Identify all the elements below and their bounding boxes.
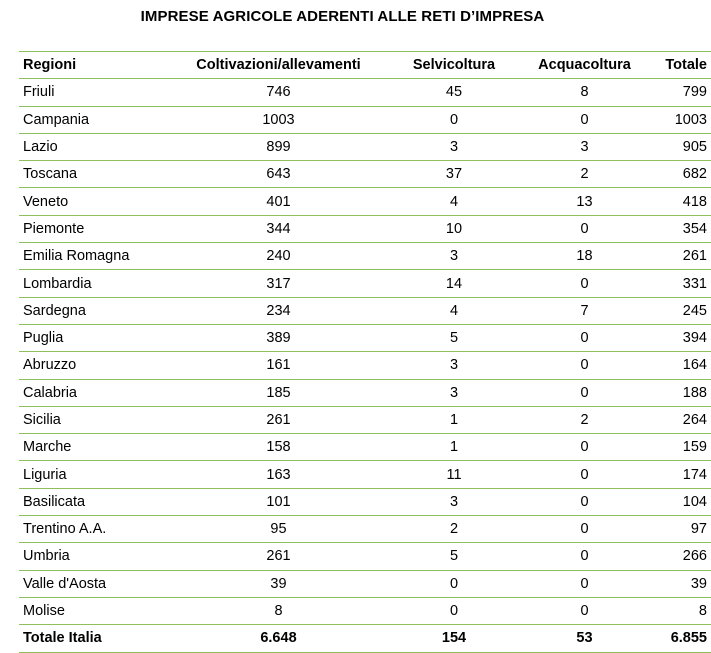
cell-acquacoltura: 0 [523,516,646,543]
cell-totale: 261 [646,243,711,270]
cell-acquacoltura: 2 [523,161,646,188]
table-row [19,297,711,324]
cell-selvicoltura: 3 [385,352,523,379]
cell-acquacoltura: 0 [523,570,646,597]
table-row [19,516,711,543]
cell-acquacoltura: 0 [523,352,646,379]
cell-region: Puglia [19,324,172,351]
table-row [19,570,711,597]
cell-coltivazioni: 1003 [172,106,385,133]
cell-acquacoltura: 13 [523,188,646,215]
cell-region: Sicilia [19,406,172,433]
cell-acquacoltura: 0 [523,324,646,351]
cell-coltivazioni: 8 [172,597,385,624]
cell-region: Piemonte [19,215,172,242]
cell-selvicoltura: 3 [385,379,523,406]
cell-selvicoltura: 45 [385,79,523,106]
cell-acquacoltura: 0 [523,434,646,461]
cell-region: Trentino A.A. [19,516,172,543]
cell-totale: 174 [646,461,711,488]
cell-region: Sardegna [19,297,172,324]
cell-coltivazioni: 899 [172,133,385,160]
cell-totale: 394 [646,324,711,351]
cell-region: Campania [19,106,172,133]
cell-selvicoltura: 1 [385,434,523,461]
cell-acquacoltura: 0 [523,106,646,133]
cell-region: Abruzzo [19,352,172,379]
cell-totale: 331 [646,270,711,297]
cell-acquacoltura: 7 [523,297,646,324]
cell-selvicoltura: 1 [385,406,523,433]
cell-selvicoltura: 11 [385,461,523,488]
cell-totale: 266 [646,543,711,570]
cell-totale: 264 [646,406,711,433]
total-cell-acquacoltura: 53 [523,625,646,652]
cell-acquacoltura: 0 [523,597,646,624]
table-row [19,406,711,433]
cell-region: Emilia Romagna [19,243,172,270]
total-cell-region: Totale Italia [19,625,172,652]
cell-totale: 39 [646,570,711,597]
cell-acquacoltura: 2 [523,406,646,433]
cell-region: Molise [19,597,172,624]
cell-totale: 682 [646,161,711,188]
cell-totale: 418 [646,188,711,215]
table-row [19,597,711,624]
cell-totale: 164 [646,352,711,379]
cell-coltivazioni: 746 [172,79,385,106]
cell-selvicoltura: 3 [385,133,523,160]
header-row [19,52,711,79]
cell-acquacoltura: 0 [523,543,646,570]
cell-selvicoltura: 3 [385,243,523,270]
cell-selvicoltura: 10 [385,215,523,242]
table-row [19,434,711,461]
cell-totale: 354 [646,215,711,242]
cell-region: Friuli [19,79,172,106]
cell-coltivazioni: 163 [172,461,385,488]
table-row [19,488,711,515]
cell-region: Lombardia [19,270,172,297]
cell-totale: 245 [646,297,711,324]
cell-coltivazioni: 95 [172,516,385,543]
cell-selvicoltura: 4 [385,188,523,215]
cell-coltivazioni: 643 [172,161,385,188]
cell-acquacoltura: 0 [523,215,646,242]
cell-region: Liguria [19,461,172,488]
cell-selvicoltura: 14 [385,270,523,297]
cell-coltivazioni: 39 [172,570,385,597]
cell-selvicoltura: 5 [385,324,523,351]
cell-totale: 104 [646,488,711,515]
cell-selvicoltura: 2 [385,516,523,543]
cell-coltivazioni: 185 [172,379,385,406]
cell-acquacoltura: 0 [523,270,646,297]
cell-selvicoltura: 0 [385,570,523,597]
data-table [19,51,711,653]
total-cell-selvicoltura: 154 [385,625,523,652]
cell-coltivazioni: 240 [172,243,385,270]
column-header-totale: Totale [646,52,711,79]
cell-region: Marche [19,434,172,461]
table-row [19,133,711,160]
table-row [19,379,711,406]
cell-selvicoltura: 4 [385,297,523,324]
cell-coltivazioni: 234 [172,297,385,324]
cell-acquacoltura: 0 [523,461,646,488]
cell-selvicoltura: 0 [385,597,523,624]
table-row [19,324,711,351]
cell-region: Lazio [19,133,172,160]
cell-selvicoltura: 0 [385,106,523,133]
cell-selvicoltura: 37 [385,161,523,188]
table-body [19,79,711,625]
column-header-selvicoltura: Selvicoltura [385,52,523,79]
cell-selvicoltura: 3 [385,488,523,515]
cell-acquacoltura: 18 [523,243,646,270]
cell-coltivazioni: 158 [172,434,385,461]
table-title: IMPRESE AGRICOLE ADERENTI ALLE RETI D’IMPRESA [140,8,545,25]
table-row [19,215,711,242]
cell-acquacoltura: 8 [523,79,646,106]
cell-region: Basilicata [19,488,172,515]
column-header-region: Regioni [19,52,172,79]
cell-acquacoltura: 0 [523,379,646,406]
cell-region: Valle d'Aosta [19,570,172,597]
column-header-coltivazioni: Coltivazioni/allevamenti [172,52,385,79]
cell-totale: 799 [646,79,711,106]
cell-coltivazioni: 344 [172,215,385,242]
cell-coltivazioni: 261 [172,406,385,433]
column-header-acquacoltura: Acquacoltura [523,52,646,79]
table-row [19,106,711,133]
table-row [19,352,711,379]
cell-totale: 905 [646,133,711,160]
cell-totale: 1003 [646,106,711,133]
cell-totale: 159 [646,434,711,461]
cell-coltivazioni: 261 [172,543,385,570]
cell-totale: 188 [646,379,711,406]
total-cell-totale: 6.855 [646,625,711,652]
cell-coltivazioni: 161 [172,352,385,379]
cell-region: Toscana [19,161,172,188]
cell-region: Umbria [19,543,172,570]
cell-totale: 97 [646,516,711,543]
table-row [19,461,711,488]
table-row [19,270,711,297]
cell-region: Calabria [19,379,172,406]
total-row [19,625,711,652]
table-row [19,161,711,188]
cell-acquacoltura: 0 [523,488,646,515]
table-row [19,543,711,570]
cell-region: Veneto [19,188,172,215]
cell-coltivazioni: 317 [172,270,385,297]
table-row [19,243,711,270]
cell-selvicoltura: 5 [385,543,523,570]
cell-totale: 8 [646,597,711,624]
cell-acquacoltura: 3 [523,133,646,160]
table-row [19,79,711,106]
total-cell-coltivazioni: 6.648 [172,625,385,652]
table-row [19,188,711,215]
cell-coltivazioni: 389 [172,324,385,351]
cell-coltivazioni: 401 [172,188,385,215]
cell-coltivazioni: 101 [172,488,385,515]
